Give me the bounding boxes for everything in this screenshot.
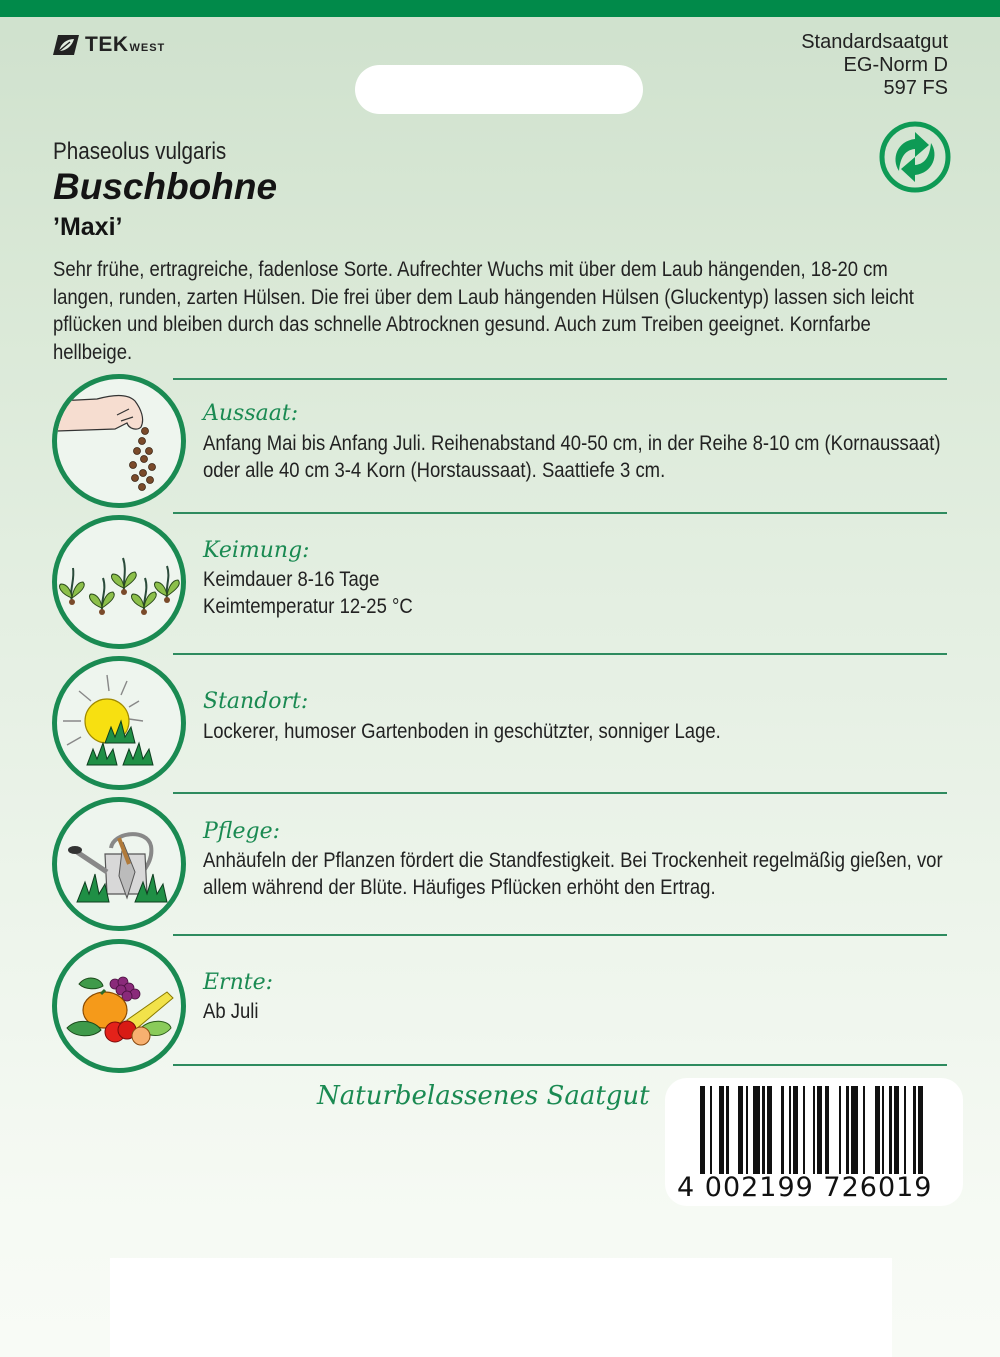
divider [173,1064,947,1066]
section-line: Anhäufeln der Pflanzen fördert die Standfestigkeit. Bei Trockenheit regelmäßig gießen, vor [203,849,943,872]
section-line: Keimdauer 8-16 Tage [203,568,380,591]
standard-line-1: Standardsaatgut [801,31,948,53]
barcode [665,1078,963,1206]
section-heading-ernte: Ernte: [203,970,274,995]
seed-standard-info [801,31,948,100]
barcode-bars [700,1086,923,1174]
section-line: oder alle 40 cm 3-4 Korn (Horstaussaat). Saattiefe 3 cm. [203,459,666,482]
section-body-standort [203,718,995,745]
section-heading-standort: Standort: [203,689,309,714]
section-line: allem während der Blüte. Häufiges Pflücken erhöht den Ertrag. [203,876,716,899]
brand-logo [52,33,165,57]
standard-line-3: 597 FS [883,77,948,99]
section-body-pflege [203,847,995,901]
section-line: Lockerer, humoser Gartenboden in geschützter, sonniger Lage. [203,720,721,743]
green-dot-recycling-icon [879,121,951,193]
section-heading-aussaat: Aussaat: [203,401,299,426]
section-line: Anfang Mai bis Anfang Juli. Reihenabstand 40-50 cm, in der Reihe 8-10 cm (Kornaussaat) [203,432,941,455]
section-heading-pflege: Pflege: [203,819,281,844]
seedlings-icon [52,515,186,649]
blank-label-area [110,1258,892,1357]
divider [173,512,947,514]
product-title: Buschbohne [53,166,278,207]
brand-name: TEKWEST [85,33,166,56]
latin-name: Phaseolus vulgaris [53,138,227,165]
section-heading-keimung: Keimung: [203,538,310,563]
top-green-bar [0,0,1000,17]
standard-line-2: EG-Norm D [843,54,948,76]
hang-hole [355,65,643,114]
divider [173,378,947,380]
sun-plants-icon [52,656,186,790]
watering-can-icon [52,797,186,931]
harvest-vegetables-icon [52,939,186,1073]
barcode-number: 4 002199 726019 [677,1172,933,1203]
section-body-ernte [203,998,995,1025]
divider [173,653,947,655]
section-line: Ab Juli [203,1000,259,1023]
leaf-logo-icon [52,34,80,56]
natural-seed-slogan: Naturbelassenes Saatgut [317,1081,650,1111]
sowing-hand-icon [52,374,186,508]
section-line: Keimtemperatur 12-25 °C [203,595,413,618]
variety-name: ’Maxi’ [53,213,123,241]
divider [173,792,947,794]
section-body-keimung [203,566,995,620]
divider [173,934,947,936]
section-body-aussaat [203,430,995,484]
product-description: Sehr frühe, ertragreiche, fadenlose Sorte. Aufrechter Wuchs mit über dem Laub hängenden, 18-20 cm langen, runden, zarten Hülsen. Die frei über dem Laub hängenden Hülsen (Gluckentyp) lassen sich leicht pflücken und bleiben durch das schnelle Abtrocknen gesund. Auch zum Treiben geeignet. Kornfarbe hellbeige. [53,258,914,364]
